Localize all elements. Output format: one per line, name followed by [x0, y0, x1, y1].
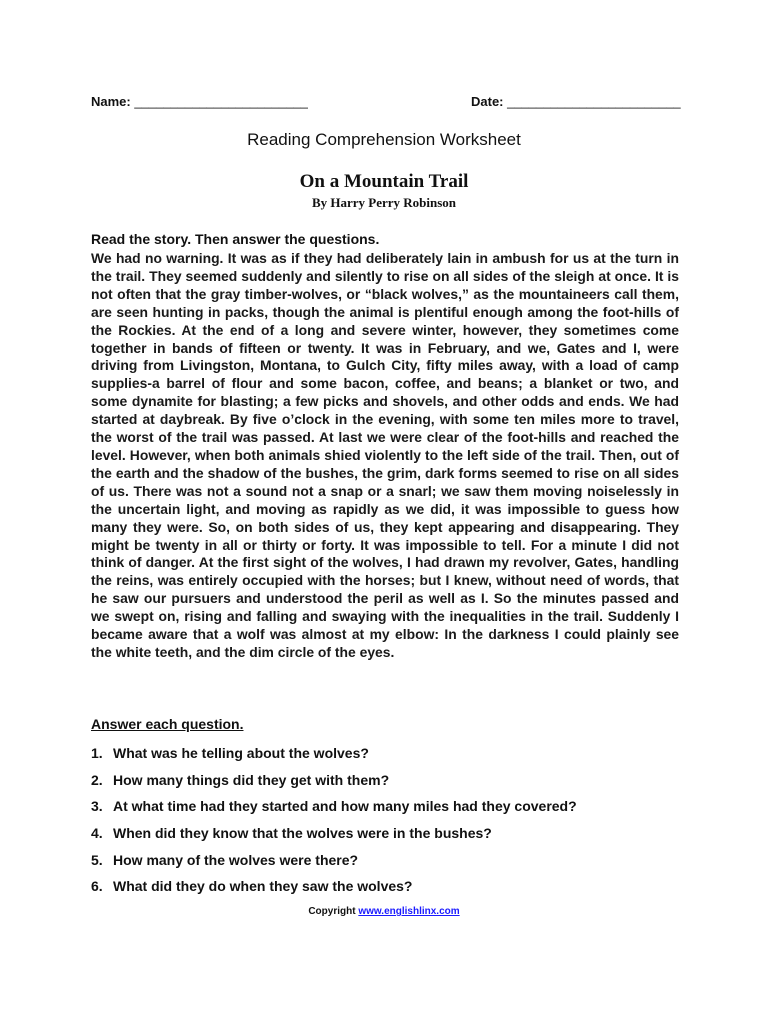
- question-number: 4.: [91, 825, 103, 842]
- question-item: [91, 798, 681, 825]
- name-field: [91, 94, 308, 109]
- question-item: [91, 878, 681, 905]
- question-text: At what time had they started and how many miles had they covered?: [113, 798, 577, 815]
- question-list: [91, 745, 681, 905]
- question-number: 3.: [91, 798, 103, 815]
- story-body: We had no warning. It was as if they had deliberately lain in ambush for us at the turn in the trail. They seemed suddenly and silently to rise on all sides of the sleigh at once. It is not often that the gray timber-wolves, or “black wolves,” as the mountaineers call them, are seen hunting in packs, though the animal is plentiful enough among the foot-hills of the Rockies. At the end of a long and severe winter, however, they sometimes come together in bands of fifteen or twenty. It was in February, and we, Gates and I, were driving from Livingston, Montana, to Gulch City, fifty miles away, with a load of camp supplies-a barrel of flour and some bacon, coffee, and beans; a blanket or two, and some dynamite for blasting; a few picks and shovels, and other odds and ends. We had started at daybreak. By five o’clock in the evening, with some ten miles more to travel, the worst of the trail was passed. At last we were clear of the foot-hills and reached the level. However, when both animals shied violently to the left side of the trail. Then, out of the earth and the shadow of the bushes, the grim, dark forms seemed to rise on all sides of us. There was not a sound not a snap or a snarl; we saw them moving noiselessly in the uncertain light, and moving as rapidly as we did, it was impossible to guess how many they were. So, on both sides of us, they kept appearing and disappearing. They might be twenty in all or thirty or forty. It was impossible to tell. For a minute I did not think of danger. At the first sight of the wolves, I had drawn my revolver, Gates, handling the reins, was entirely occupied with the horses; but I knew, without need of words, that he saw our pursuers and understood the peril as well as I. So the minutes passed and we swept on, rising and falling and swaying with the inequalities in the trail. Suddenly I became aware that a wolf was almost at my elbow: In the darkness I could plainly see the white teeth, and the dim circle of the eyes.: [91, 250, 679, 660]
- date-label: Date:: [471, 94, 504, 109]
- date-line: ________________________: [507, 94, 681, 109]
- question-item: [91, 772, 681, 799]
- question-number: 2.: [91, 771, 103, 788]
- story-title: On a Mountain Trail: [299, 171, 469, 192]
- question-text: When did they know that the wolves were in the bushes?: [113, 825, 492, 842]
- question-item: [91, 825, 681, 852]
- question-text: How many of the wolves were there?: [113, 851, 359, 868]
- header-row: [91, 94, 681, 114]
- question-text: What did they do when they saw the wolves?: [113, 878, 413, 895]
- copyright-label: Copyright: [308, 906, 356, 917]
- footer-link[interactable]: www.englishlinx.com: [358, 906, 460, 917]
- question-text: What was he telling about the wolves?: [113, 745, 369, 761]
- question-number: 5.: [91, 851, 103, 868]
- name-label: Name:: [91, 94, 131, 109]
- story-author: By Harry Perry Robinson: [311, 195, 457, 210]
- copyright-footer: [0, 906, 768, 917]
- date-field: [471, 94, 681, 109]
- question-number: 6.: [91, 878, 103, 895]
- question-number: 1.: [91, 745, 103, 761]
- question-item: [91, 852, 681, 879]
- instructions: Read the story. Then answer the questions.: [91, 231, 380, 247]
- question-item: [91, 745, 681, 772]
- worksheet-title: Reading Comprehension Worksheet: [247, 130, 521, 149]
- name-line: ________________________: [134, 94, 308, 109]
- question-text: How many things did they get with them?: [113, 771, 390, 788]
- answer-heading: Answer each question.: [91, 716, 244, 732]
